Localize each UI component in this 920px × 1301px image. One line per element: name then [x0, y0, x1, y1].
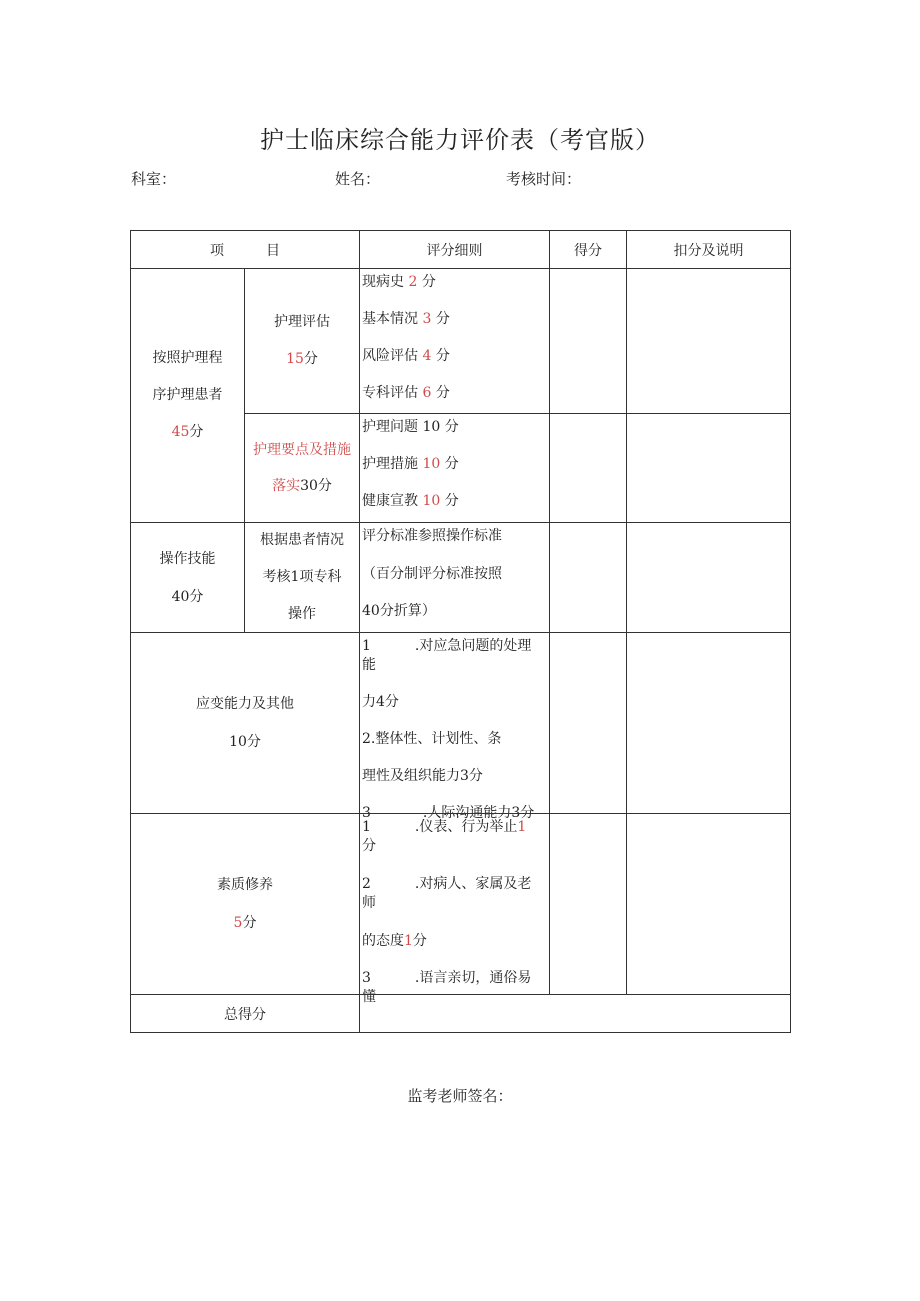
sec2-sub: 根据患者情况 考核1项专科 操作 — [244, 522, 360, 633]
sec3-criteria: 1 .对应急问题的处理 能 力4分 2.整体性、计划性、条 理性及组织能力3分 3 .人际沟通能力3分 — [359, 632, 550, 814]
header-criteria: 评分细则 — [359, 230, 550, 269]
sec1-sub2-criteria: 护理问题 10 分 护理措施 10 分 健康宣教 10 分 — [359, 413, 550, 523]
score-cell[interactable] — [549, 413, 627, 523]
deduct-cell[interactable] — [626, 268, 791, 414]
deduct-cell[interactable] — [626, 813, 791, 995]
score-cell[interactable] — [549, 268, 627, 414]
dept-label: 科室： — [131, 170, 177, 188]
sec2-label: 操作技能 40分 — [130, 522, 245, 633]
name-label: 姓名： — [335, 170, 381, 188]
sec4-label: 素质修养 5分 — [130, 813, 360, 995]
header-score: 得分 — [549, 230, 627, 269]
signature-label: 监考老师签名： — [407, 1087, 513, 1105]
sec1-label: 按照护理程 序护理患者 45分 — [130, 268, 245, 523]
sec1-sub2: 护理要点及措施 落实30分 — [244, 413, 360, 523]
score-cell[interactable] — [549, 522, 627, 633]
score-cell[interactable] — [549, 813, 627, 995]
sec4-criteria: 1 .仪表、行为举止1 分 2 .对病人、家属及老 师 的态度1分 3 .语言亲切，通俗易 懂 — [359, 813, 550, 995]
deduct-cell[interactable] — [626, 632, 791, 814]
sec1-sub1-criteria: 现病史 2 分 基本情况 3 分 风险评估 4 分 专科评估 6 分 — [359, 268, 550, 414]
header-deduct: 扣分及说明 — [626, 230, 791, 269]
page-title: 护士临床综合能力评价表（考官版） — [260, 126, 660, 154]
sec2-criteria: 评分标准参照操作标准 （百分制评分标准按照 40分折算） — [359, 522, 550, 633]
deduct-cell[interactable] — [626, 522, 791, 633]
score-cell[interactable] — [549, 632, 627, 814]
total-label: 总得分 — [130, 994, 360, 1033]
time-label: 考核时间： — [506, 170, 582, 188]
deduct-cell[interactable] — [626, 413, 791, 523]
sec1-sub1: 护理评估 15分 — [244, 268, 360, 414]
sec3-label: 应变能力及其他 10分 — [130, 632, 360, 814]
total-score-cell[interactable] — [359, 994, 791, 1033]
header-item: 项 目 — [130, 230, 360, 269]
